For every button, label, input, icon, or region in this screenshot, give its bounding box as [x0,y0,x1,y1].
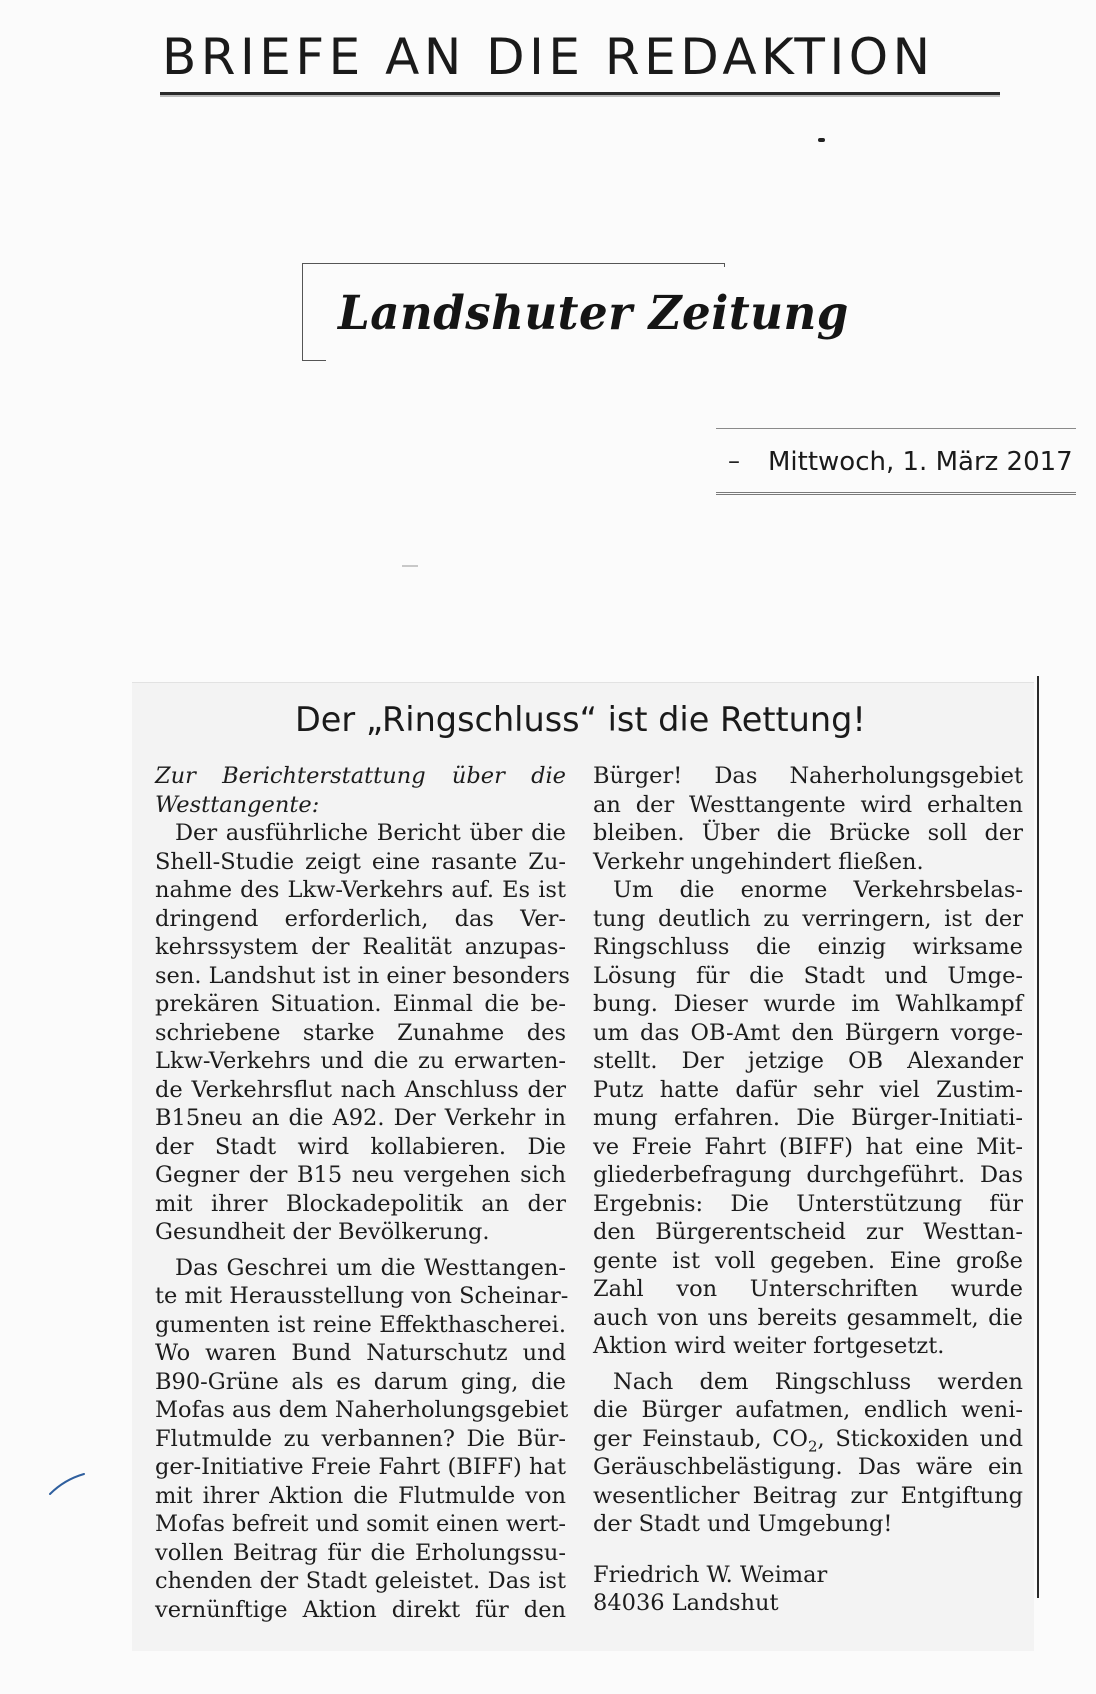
text-line: sen. Landshut ist in einer besonders [155,962,570,989]
date-rule-top [716,428,1076,429]
text-line: Um die enorme Verkehrsbelas- [613,877,1023,903]
text-line: Westtangente: [155,791,320,818]
ink-speck [818,138,825,142]
text-line: gente ist voll gegeben. Eine große [593,1247,1023,1274]
title-rule [160,92,1000,95]
publication-date: Mittwoch, 1. März 2017 [768,447,1073,477]
section-title: BRIEFE AN DIE REDAKTION [162,28,935,86]
text-line: schriebene starke Zunahme des [155,1019,566,1046]
text-line: vernünftige Aktion direkt für den [155,1596,566,1623]
date-dash: – [728,447,740,475]
text-line: de Verkehrsflut nach Anschluss der [155,1076,566,1103]
ink-speck [402,565,418,567]
text-line: prekären Situation. Einmal die be- [155,991,566,1017]
text-line: mit ihrer Aktion die Flutmulde von [155,1482,566,1509]
text-line: der Stadt und Umgebung! [593,1511,893,1537]
column-rule [1037,676,1039,1598]
text-line: Gegner der B15 neu vergehen sich [155,1162,566,1188]
text-line: den Bürgerentscheid zur Westtan- [593,1219,1023,1245]
text-line: Geräuschbelästigung. Das wäre ein [593,1454,1023,1480]
text-line: wesentlicher Beitrag zur Entgiftung [593,1482,1023,1509]
text-line: ve Freie Fahrt (BIFF) hat eine Mit- [593,1133,1023,1160]
text-line: Mofas aus dem Naherholungsgebiet [155,1397,569,1423]
text-line: Lösung für die Stadt und Umge- [593,962,1023,989]
text-fragment: , Stickoxiden und [817,1425,1024,1452]
text-line: B15neu an die A92. Der Verkehr in [155,1105,566,1131]
text-line: Ergebnis: Die Unterstützung für [593,1190,1023,1217]
text-line: mung erfahren. Die Bürger-Initiati- [593,1105,1023,1131]
author-city: 84036 Landshut [593,1590,779,1616]
text-line: auch von uns bereits gesammelt, die [593,1304,1023,1331]
text-line: Mofas befreit und somit einen wert- [155,1511,566,1537]
text-line: Bürger! Das Naherholungsgebiet [593,763,1023,789]
text-line: Aktion wird weiter fortgesetzt. [593,1333,945,1359]
article-headline: Der „Ringschluss“ ist die Rettung! [295,700,866,739]
text-line: Gesundheit der Bevölkerung. [155,1219,490,1245]
text-line: nahme des Lkw-Verkehrs auf. Es ist [155,877,566,903]
text-line: die Bürger aufatmen, endlich weni- [593,1397,1023,1423]
author-name: Friedrich W. Weimar [593,1561,828,1588]
text-line: Nach dem Ringschluss werden [613,1368,1023,1395]
text-line: Shell-Studie zeigt eine rasante Zu- [155,848,566,875]
masthead-logo: Landshuter Zeitung [338,286,849,341]
text-line: Zur Berichterstattung über die [155,763,566,789]
article-column-right [593,762,1023,1618]
text-line: bung. Dieser wurde im Wahlkampf [593,991,1023,1017]
text-line: der Stadt wird kollabieren. Die [155,1133,566,1160]
text-line: te mit Herausstellung von Scheinar- [155,1283,569,1309]
pen-mark [48,1472,88,1496]
date-rule-bottom [716,492,1076,495]
text-line: bleiben. Über die Brücke soll der [593,820,1023,846]
text-line: Wo waren Bund Naturschutz und [155,1340,566,1366]
subscript: 2 [807,1437,818,1455]
text-line: um das OB-Amt den Bürgern vorge- [593,1019,1023,1046]
text-line: Flutmulde zu verbannen? Die Bür- [155,1425,566,1452]
text-line: chenden der Stadt geleistet. Das ist [155,1568,566,1594]
text-line: ger-Initiative Freie Fahrt (BIFF) hat [155,1454,566,1480]
text-line: Das Geschrei um die Westtangen- [175,1254,566,1281]
text-line: gliederbefragung durchgeführt. Das [593,1162,1023,1188]
text-line: Zahl von Unterschriften wurde [593,1276,1023,1302]
text-line: B90-Grüne als es darum ging, die [155,1368,566,1395]
text-line: tung deutlich zu verringern, ist der [593,905,1023,932]
text-line: dringend erforderlich, das Ver- [155,905,566,932]
article-column-left [155,762,570,1624]
text-line [593,1425,1023,1454]
text-fragment: ger Feinstaub, CO [593,1425,808,1452]
text-line: Verkehr ungehindert fließen. [593,848,924,875]
text-line: vollen Beitrag für die Erholungssu- [155,1539,566,1566]
text-line: stellt. Der jetzige OB Alexander [593,1048,1023,1074]
text-line: mit ihrer Blockadepolitik an der [155,1190,566,1217]
text-line: Lkw-Verkehrs und die zu erwarten- [155,1048,566,1074]
text-line: gumenten ist reine Effekthascherei. [155,1311,566,1338]
text-line: Der ausführliche Bericht über die [175,820,566,846]
text-line: Putz hatte dafür sehr viel Zustim- [593,1076,1023,1103]
text-line: an der Westtangente wird erhalten [593,791,1023,818]
text-line: kehrssystem der Realität anzupas- [155,934,566,960]
text-line: Ringschluss die einzig wirksame [593,934,1023,960]
